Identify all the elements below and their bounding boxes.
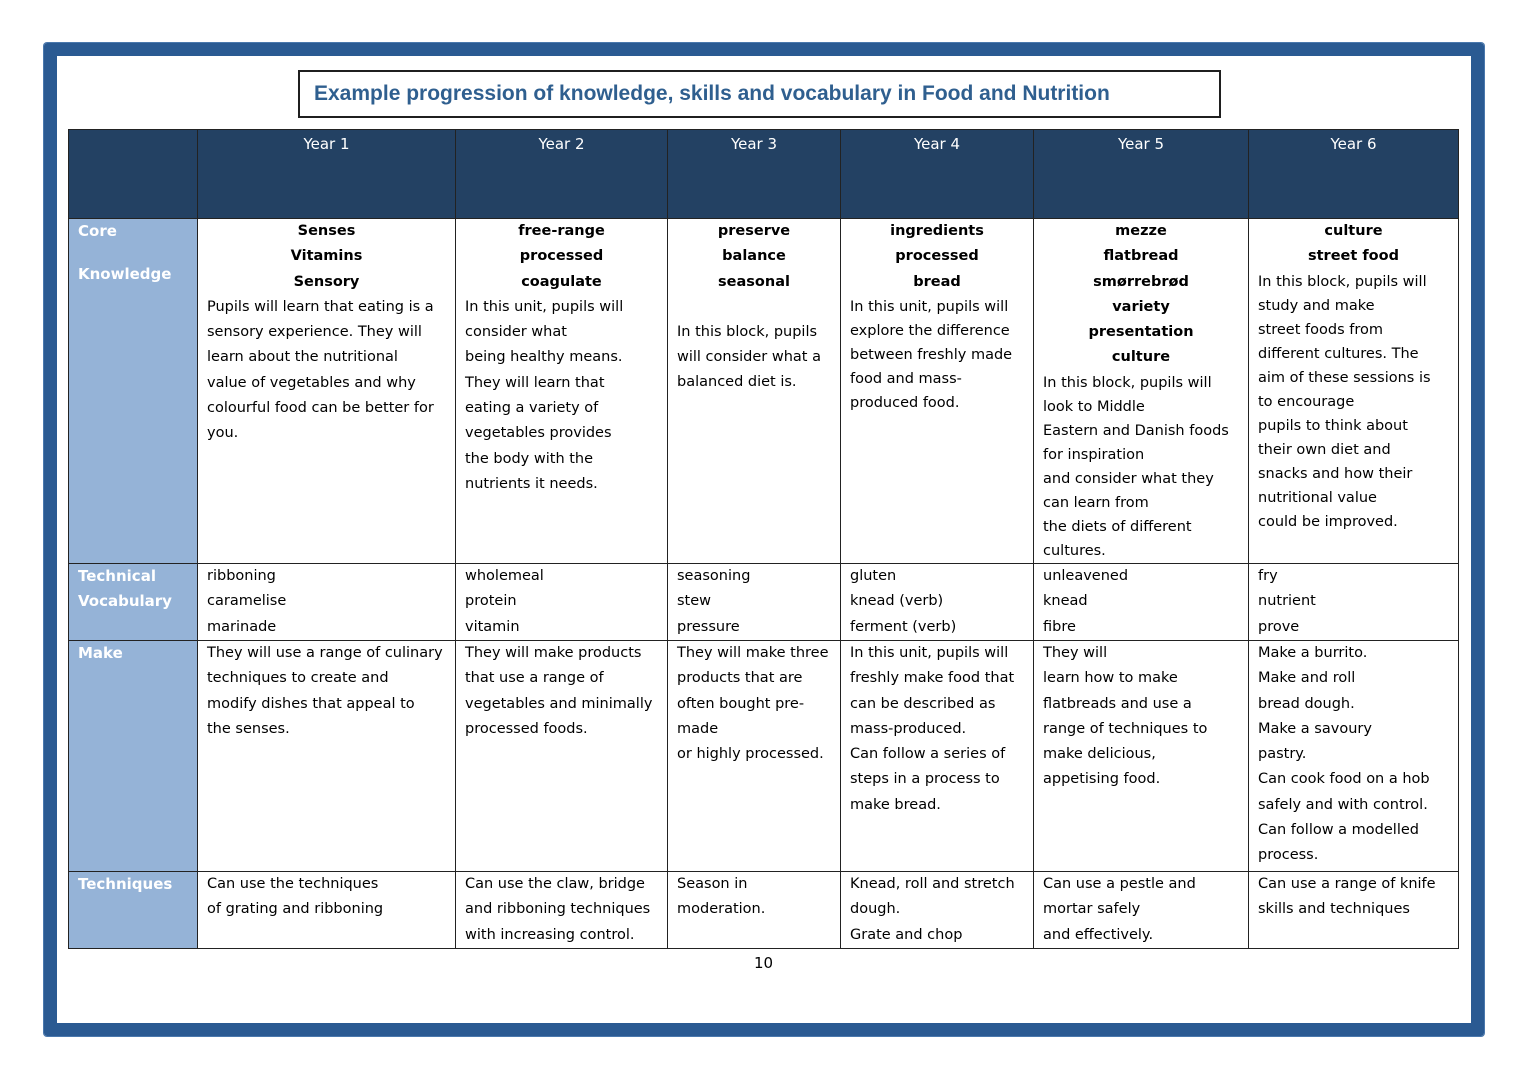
cell-techniques-year-1	[198, 872, 456, 949]
text-line: and consider what they	[1043, 470, 1214, 487]
cell-techniques-year-3	[668, 872, 841, 949]
text-line: the senses.	[207, 720, 290, 737]
header-year-2: Year 2	[456, 130, 668, 219]
text-line: vegetables provides	[465, 425, 612, 442]
cell-vocab-year-4	[841, 564, 1034, 641]
cell-core-year-3	[668, 219, 841, 564]
cell-make-year-4	[841, 641, 1034, 872]
text-line: They will use a range of culinary	[207, 645, 443, 661]
text-line: value of vegetables and why	[207, 374, 416, 391]
text-line: cultures.	[1043, 542, 1106, 559]
text-line: pupils to think about	[1258, 417, 1408, 434]
text-line: different cultures. The	[1258, 345, 1419, 362]
text-line: produced food.	[850, 394, 960, 411]
text-line: bread dough.	[1258, 695, 1355, 712]
text-line: colourful food can be better for	[207, 400, 434, 417]
text-line: In this block, pupils	[677, 323, 818, 340]
vocab-term: knead	[1043, 593, 1088, 610]
text-line: techniques to create and	[207, 670, 389, 687]
cell-core-year-4	[841, 219, 1034, 564]
text-line: the diets of different	[1043, 518, 1192, 535]
row-label-technical-vocabulary	[69, 564, 198, 641]
text-line: aim of these sessions is	[1258, 369, 1431, 386]
text-line: make bread.	[850, 796, 941, 813]
page-number: 10	[753, 954, 774, 972]
text-line: Grate and chop	[850, 926, 963, 943]
vocab-term: seasoning	[677, 568, 751, 584]
text-line	[677, 295, 831, 320]
cell-make-year-5	[1034, 641, 1249, 872]
text-line: Pupils will learn that eating is a	[207, 298, 434, 315]
text-line: freshly make food that	[850, 670, 1015, 687]
text-line: Can follow a series of	[850, 746, 1006, 763]
header-row	[69, 130, 1459, 219]
text-line: can be described as	[850, 695, 996, 712]
text-line: Season in	[677, 876, 748, 892]
text-line: made	[677, 720, 719, 737]
keyword: presentation	[1088, 324, 1194, 341]
header-year-3: Year 3	[668, 130, 841, 219]
text-line: mass-produced.	[850, 720, 967, 737]
cell-vocab-year-2	[456, 564, 668, 641]
cell-make-year-3	[668, 641, 841, 872]
text-line: of grating and ribboning	[207, 901, 384, 918]
vocab-term: prove	[1258, 618, 1300, 635]
text-line: look to Middle	[1043, 398, 1145, 415]
text-line: Make and roll	[1258, 670, 1356, 687]
text-line: and ribboning techniques	[465, 901, 651, 918]
keyword: balance	[722, 248, 786, 265]
text-line: Knead, roll and stretch	[850, 876, 1015, 892]
vocab-term: gluten	[850, 568, 897, 584]
keyword: street food	[1308, 248, 1399, 265]
text-line: Can use the claw, bridge	[465, 876, 645, 892]
text-line: explore the difference	[850, 322, 1010, 339]
cell-vocab-year-3	[668, 564, 841, 641]
text-line: with increasing control.	[465, 926, 635, 943]
text-line: In this unit, pupils will	[465, 298, 624, 315]
row-label-line: Core	[78, 222, 117, 240]
text-line: safely and with control.	[1258, 796, 1428, 813]
row-label-line: Make	[78, 644, 123, 662]
text-line: vegetables and minimally	[465, 695, 653, 712]
text-line: consider what	[465, 324, 567, 341]
row-core-knowledge	[69, 219, 1459, 564]
text-line: often bought pre-	[677, 695, 805, 712]
text-line: Make a burrito.	[1258, 645, 1368, 661]
page-title: Example progression of knowledge, skills and vocabulary in Food and Nutrition	[314, 82, 1110, 105]
text-line: appetising food.	[1043, 771, 1161, 788]
cell-core-year-5	[1034, 219, 1249, 564]
row-label-techniques	[69, 872, 198, 949]
row-make	[69, 641, 1459, 872]
text-line: nutrients it needs.	[465, 475, 598, 492]
row-technical-vocabulary	[69, 564, 1459, 641]
cell-techniques-year-5	[1034, 872, 1249, 949]
text-line: pastry.	[1258, 746, 1307, 763]
text-line: They will make three	[677, 645, 829, 661]
text-line: They will	[1043, 645, 1108, 661]
vocab-term: nutrient	[1258, 593, 1316, 610]
text-line: to encourage	[1258, 393, 1355, 410]
text-line: eating a variety of	[465, 400, 599, 417]
text-line: process.	[1258, 847, 1319, 864]
text-line: Can use the techniques	[207, 876, 379, 892]
text-line: learn about the nutritional	[207, 349, 398, 366]
text-line: could be improved.	[1258, 513, 1398, 530]
keyword: mezze	[1115, 223, 1167, 239]
text-line: steps in a process to	[850, 771, 1000, 788]
cell-techniques-year-4	[841, 872, 1034, 949]
text-line: for inspiration	[1043, 446, 1145, 463]
vocab-term: pressure	[677, 618, 740, 635]
cell-make-year-6	[1249, 641, 1459, 872]
row-label-line: Techniques	[78, 875, 173, 893]
text-line: Make a savoury	[1258, 720, 1372, 737]
row-label-make	[69, 641, 198, 872]
text-line: Eastern and Danish foods	[1043, 422, 1229, 439]
text-line: being healthy means.	[465, 349, 623, 366]
text-line: range of techniques to	[1043, 720, 1208, 737]
header-year-5: Year 5	[1034, 130, 1249, 219]
text-line: In this block, pupils will	[1043, 374, 1212, 391]
progression-table	[68, 129, 1459, 949]
text-line: learn how to make	[1043, 670, 1178, 687]
keyword: processed	[519, 248, 604, 265]
keyword: free-range	[518, 223, 605, 239]
keyword: culture	[1111, 349, 1171, 366]
cell-make-year-2	[456, 641, 668, 872]
text-line: flatbreads and use a	[1043, 695, 1192, 712]
text-line: you.	[207, 425, 239, 442]
text-line: make delicious,	[1043, 746, 1156, 763]
cell-techniques-year-2	[456, 872, 668, 949]
keyword: smørrebrød	[1093, 273, 1189, 290]
keyword: Sensory	[293, 273, 360, 290]
cell-techniques-year-6	[1249, 872, 1459, 949]
row-techniques	[69, 872, 1459, 949]
header-year-4: Year 4	[841, 130, 1034, 219]
text-line: sensory experience. They will	[207, 324, 422, 341]
text-line: processed foods.	[465, 720, 588, 737]
keyword: culture	[1324, 223, 1383, 239]
vocab-term: marinade	[207, 618, 277, 635]
vocab-term: vitamin	[465, 618, 520, 635]
cell-core-year-1	[198, 219, 456, 564]
text-line: dough.	[850, 901, 901, 918]
row-label-line: Vocabulary	[78, 592, 172, 611]
text-line: products that are	[677, 670, 803, 687]
vocab-term: ferment (verb)	[850, 618, 957, 635]
keyword: bread	[913, 273, 961, 290]
cell-make-year-1	[198, 641, 456, 872]
text-line: In this unit, pupils will	[850, 298, 1009, 315]
label-spacer	[78, 244, 188, 262]
vocab-term: fry	[1258, 568, 1278, 584]
text-line: street foods from	[1258, 321, 1383, 338]
row-label-line: Knowledge	[78, 265, 172, 284]
keyword: coagulate	[521, 273, 602, 290]
text-line: balanced diet is.	[677, 374, 797, 391]
header-year-1: Year 1	[198, 130, 456, 219]
row-label-core-knowledge	[69, 219, 198, 564]
row-label-line: Technical	[78, 567, 156, 585]
text-line: Can use a range of knife	[1258, 876, 1436, 892]
text-line: skills and techniques	[1258, 901, 1410, 918]
text-line: mortar safely	[1043, 901, 1141, 918]
vocab-term: fibre	[1043, 618, 1076, 635]
title-box	[298, 70, 1221, 118]
vocab-term: stew	[677, 593, 712, 610]
keyword: preserve	[717, 223, 791, 239]
keyword: flatbread	[1103, 248, 1179, 265]
cell-core-year-6	[1249, 219, 1459, 564]
vocab-term: unleavened	[1043, 568, 1129, 584]
text-line: that use a range of	[465, 670, 604, 687]
text-line: Can cook food on a hob	[1258, 771, 1430, 788]
keyword: variety	[1112, 298, 1170, 315]
keyword: Vitamins	[290, 248, 363, 265]
header-year-6: Year 6	[1249, 130, 1459, 219]
cell-vocab-year-6	[1249, 564, 1459, 641]
text-line: the body with the	[465, 450, 594, 467]
cell-vocab-year-1	[198, 564, 456, 641]
vocab-term: caramelise	[207, 593, 287, 610]
vocab-term: protein	[465, 593, 517, 610]
keyword: seasonal	[718, 273, 790, 290]
vocab-term: ribboning	[207, 568, 276, 584]
text-line: Can use a pestle and	[1043, 876, 1196, 892]
text-line: nutritional value	[1258, 489, 1377, 506]
text-line: modify dishes that appeal to	[207, 695, 415, 712]
header-corner	[69, 130, 198, 219]
text-line: will consider what a	[677, 349, 821, 366]
text-line: their own diet and	[1258, 441, 1391, 458]
text-line: snacks and how their	[1258, 465, 1413, 482]
text-line: In this unit, pupils will	[850, 645, 1009, 661]
text-line: They will learn that	[465, 374, 605, 391]
cell-vocab-year-5	[1034, 564, 1249, 641]
text-line: study and make	[1258, 297, 1375, 314]
keyword: Senses	[297, 223, 356, 239]
cell-core-year-2	[456, 219, 668, 564]
keyword: ingredients	[890, 223, 984, 239]
text-line: moderation.	[677, 901, 766, 918]
text-line: can learn from	[1043, 494, 1149, 511]
text-line: or highly processed.	[677, 746, 824, 763]
text-line: between freshly made	[850, 346, 1013, 363]
text-line: In this block, pupils will	[1258, 273, 1427, 290]
text-line: food and mass-	[850, 370, 962, 387]
vocab-term: wholemeal	[465, 568, 544, 584]
text-line: They will make products	[465, 645, 642, 661]
text-line: Can follow a modelled	[1258, 822, 1419, 839]
keyword: processed	[895, 248, 979, 265]
text-line: and effectively.	[1043, 926, 1154, 943]
vocab-term: knead (verb)	[850, 593, 944, 610]
